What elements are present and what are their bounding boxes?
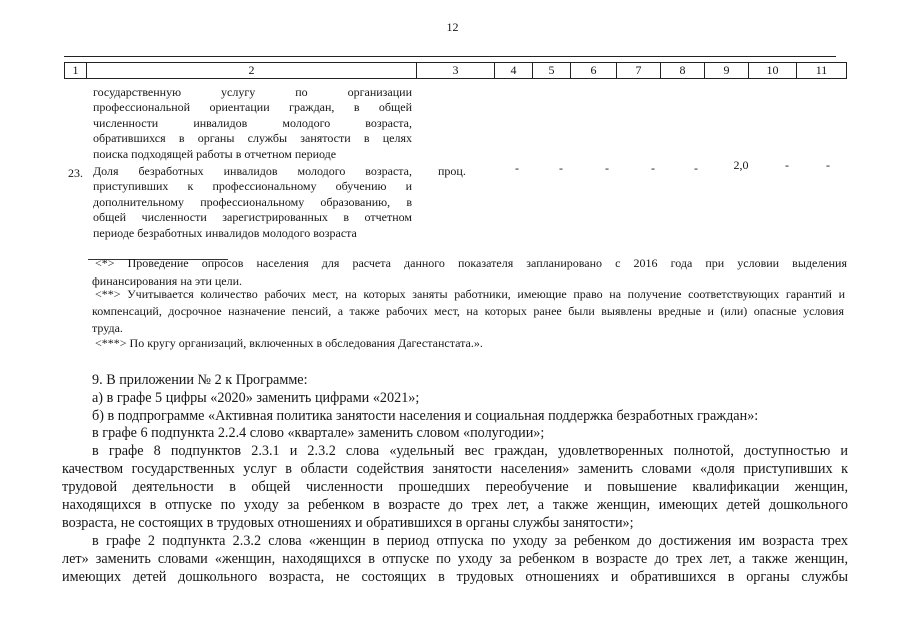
column-header: 9: [705, 63, 749, 79]
column-header: 3: [417, 63, 495, 79]
table-cell-value: -: [515, 161, 519, 175]
cell-line: периоде безработных инвалидов молодого возраста: [93, 225, 357, 240]
row-number: 23.: [68, 166, 83, 180]
column-header: 1: [65, 63, 87, 79]
cell-line: Доля безработных инвалидов молодого возраста,: [93, 164, 412, 178]
footnote-line: <**> Учитывается количество рабочих мест, на которых заняты работники, имеющие право на получение соответствующих гарантий и: [95, 287, 845, 301]
col2-change-line: имеющих детей дошкольного возраста, не состоящих в трудовых отношениях и обратившихся в органы службы: [62, 569, 848, 585]
table-cell-value: -: [651, 161, 655, 175]
col8-change-line: находящихся в отпуске по уходу за ребенком в возрасте до трех лет, а также женщин, имеющих детей дошкольного: [62, 497, 848, 513]
table-cell-value: -: [785, 158, 789, 172]
footnote-continuation: труда.: [92, 321, 123, 335]
table-header-row: [64, 62, 847, 79]
cell-line: приступивших к профессиональному обучению и: [93, 179, 412, 194]
cell-line: численности инвалидов молодого возраста,: [93, 115, 412, 130]
item-a: а) в графе 5 цифры «2020» заменить цифрами «2021»;: [92, 390, 420, 406]
column-header: 4: [495, 63, 533, 79]
table-cell-value: 2,0: [733, 158, 749, 172]
col8-change-line: возраста, не состоящих в трудовых отношениях и обратившихся в органы службы занятости»;: [62, 515, 634, 531]
column-header: 2: [87, 63, 417, 79]
cell-line: общей численности зарегистрированных в отчетном: [93, 210, 412, 225]
page-number: 12: [446, 20, 459, 34]
table-cell-continued-indicator: [93, 85, 412, 162]
cell-line: государственную услугу по организации: [93, 85, 412, 99]
column-header: 10: [749, 63, 797, 79]
footnote-line: компенсаций, досрочное назначение пенсий, а также рабочих мест, на которых ранее были выявлены вредные и (или) опасные условия: [92, 304, 844, 318]
cell-line: дополнительному профессиональному образованию, в: [93, 194, 412, 209]
table-cell-indicator: [93, 164, 412, 241]
table-cell-unit: проц.: [438, 164, 466, 178]
table-top-rule: [64, 56, 836, 57]
item-b: б) в подпрограмме «Активная политика занятости населения и социальная поддержка безработных граждан»:: [92, 408, 759, 424]
col8-change-line: в графе 8 подпунктов 2.3.1 и 2.3.2 слова «удельный вес граждан, удовлетворенных полнотой, доступностью и: [92, 443, 848, 459]
column-header: 6: [571, 63, 617, 79]
col6-change: в графе 6 подпункта 2.2.4 слово «квартале» заменить словом «полугодии»;: [92, 425, 545, 441]
footnote-line: <*> Проведение опросов населения для расчета данного показателя запланировано с 2016 года при условии выделения: [95, 256, 847, 270]
table-cell-value: -: [694, 161, 698, 175]
cell-line: профессиональной ориентации граждан, в общей: [93, 100, 412, 115]
column-header: 11: [797, 63, 847, 79]
col8-change-line: трудовой деятельности в общей численности прошедших переобучение и повышение квалификации женщин,: [62, 479, 848, 495]
table-cell-value: -: [826, 158, 830, 172]
cell-line: обратившихся в органы службы занятости в целях: [93, 131, 412, 146]
table-cell-value: -: [605, 161, 609, 175]
column-header: 5: [533, 63, 571, 79]
table-cell-value: -: [559, 161, 563, 175]
footnote-line: <***> По кругу организаций, включенных в обследования Дагестанстата.».: [95, 336, 483, 350]
footnote-continuation: финансирования на эти цели.: [92, 274, 243, 288]
column-header: 8: [661, 63, 705, 79]
column-header: 7: [617, 63, 661, 79]
col2-change-line: лет» заменить словами «женщин, находящихся в отпуске по уходу за ребенком в возрасте до трех лет, а также женщин,: [62, 551, 848, 567]
col8-change-line: качеством государственных услуг в области содействия занятости населения» заменить словами «доля приступивших к: [62, 461, 848, 477]
cell-line: поиска подходящей работы в отчетном периоде: [93, 146, 337, 161]
section-heading: 9. В приложении № 2 к Программе:: [92, 372, 308, 388]
col2-change-line: в графе 2 подпункта 2.3.2 слова «женщин в период отпуска по уходу за ребенком до достижения им возраста трех: [92, 533, 848, 549]
